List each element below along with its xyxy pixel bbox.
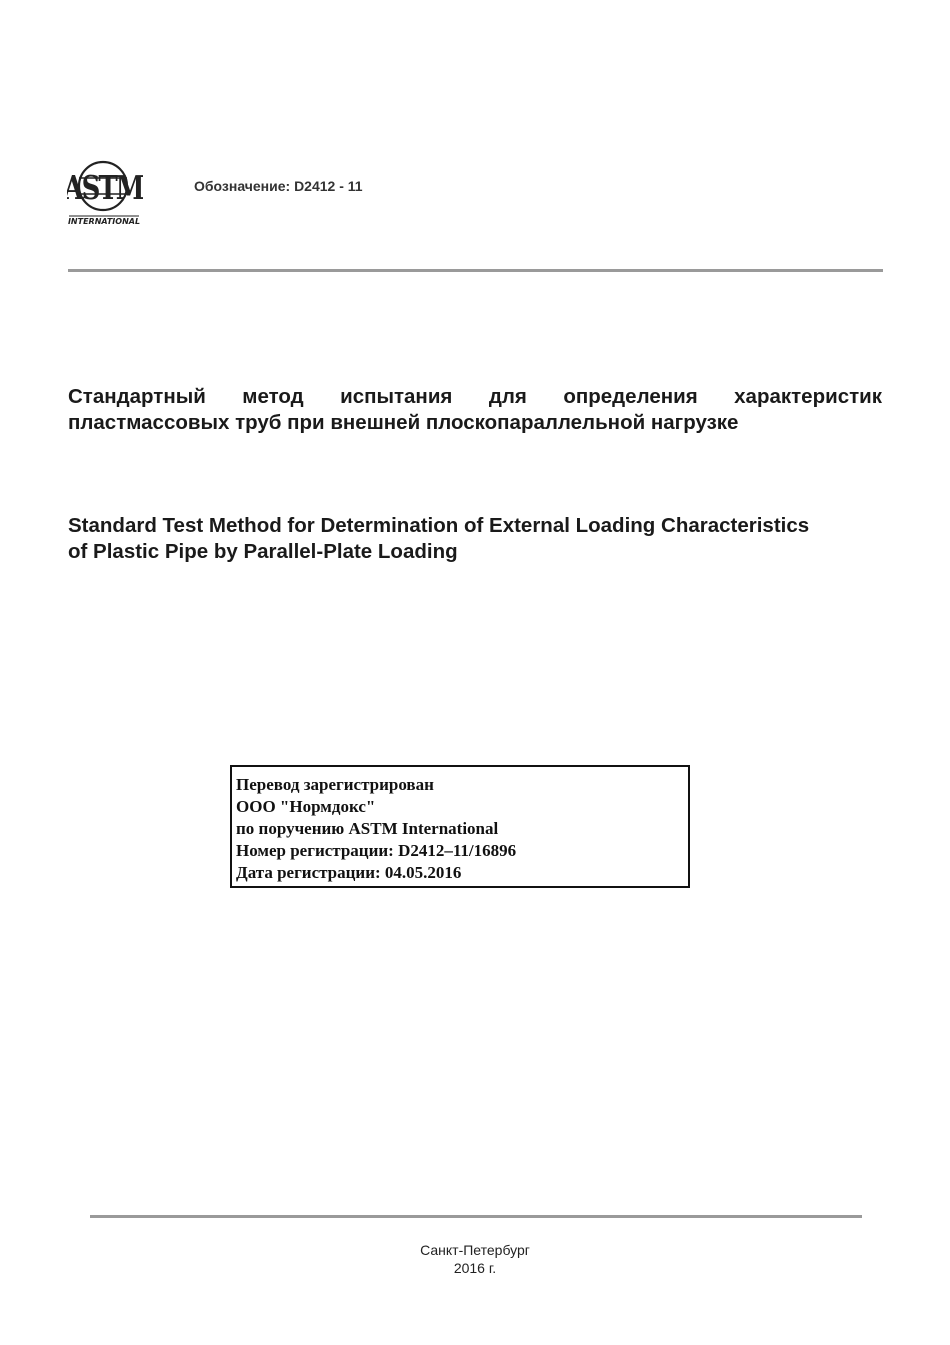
header-divider [68, 269, 883, 272]
document-designation: Обозначение: D2412 - 11 [194, 178, 363, 194]
title-english-line-1: Standard Test Method for Determination of External Loading Characteristics [68, 514, 810, 537]
registration-box [230, 765, 690, 888]
svg-text:INTERNATIONAL: INTERNATIONAL [67, 217, 141, 226]
registration-line: по поручению ASTM International [236, 819, 499, 838]
title-english [68, 513, 888, 565]
title-russian [68, 384, 882, 436]
registration-number: Номер регистрации: D2412–11/16896 [236, 841, 517, 860]
registration-date: Дата регистрации: 04.05.2016 [236, 863, 462, 882]
registration-line: ООО "Нормдокс" [236, 797, 376, 816]
footer [0, 1241, 950, 1277]
footer-divider [90, 1215, 862, 1218]
astm-international-logo-icon [67, 158, 143, 228]
title-russian-line-2: пластмассовых труб при внешней плоскопараллельной нагрузке [68, 411, 739, 434]
footer-year: 2016 г. [453, 1260, 497, 1276]
svg-text:ASTM: ASTM [67, 168, 143, 207]
title-russian-line-1: Стандартный метод испытания для определения характеристик [68, 385, 882, 408]
title-english-line-2: of Plastic Pipe by Parallel-Plate Loading [68, 540, 458, 563]
footer-city: Санкт-Петербург [420, 1242, 530, 1258]
registration-line: Перевод зарегистрирован [236, 775, 434, 794]
